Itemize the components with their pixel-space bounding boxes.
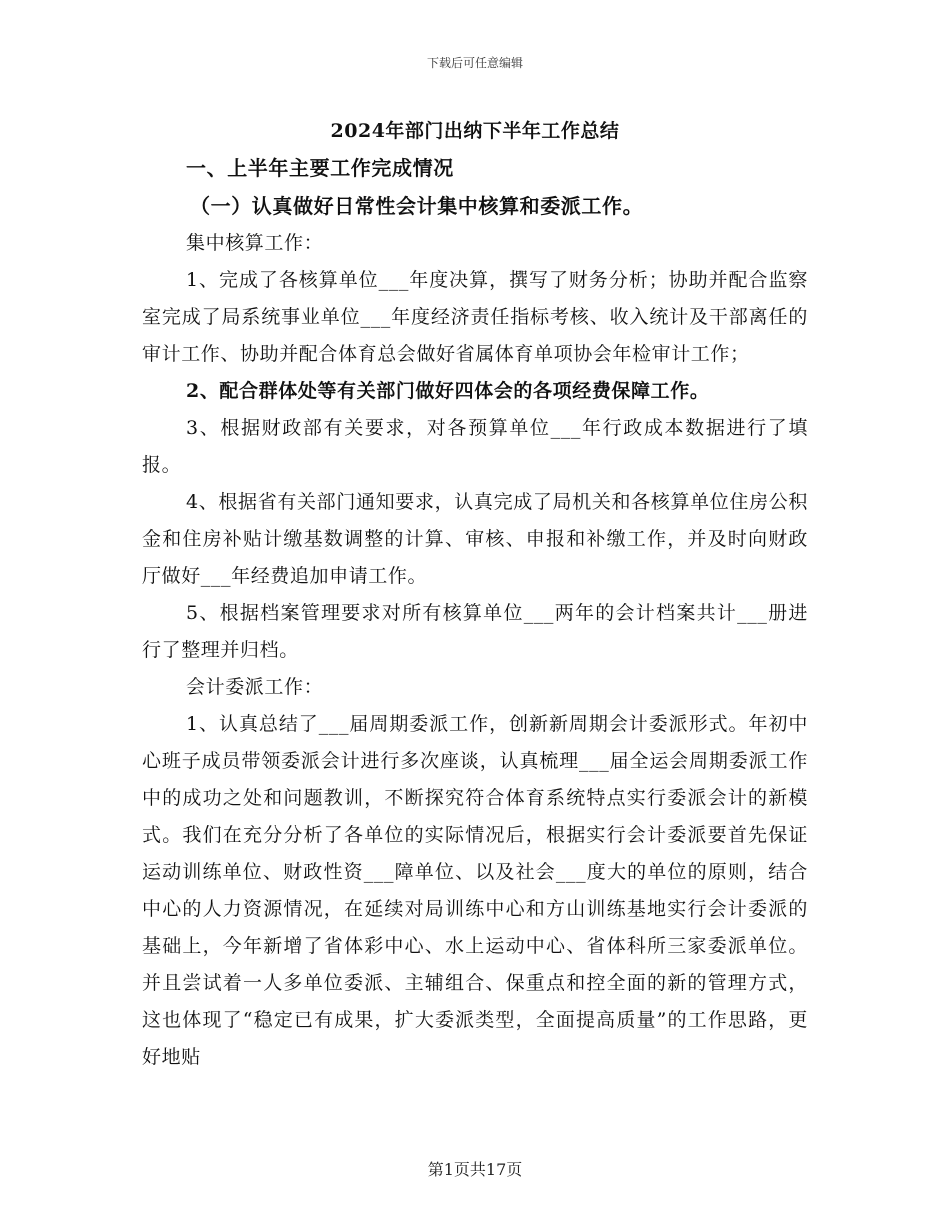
subsection-heading: （一）认真做好日常性会计集中核算和委派工作。 [190, 194, 644, 218]
document-title: 2024年部门出纳下半年工作总结 [330, 120, 620, 142]
section-heading: 一、上半年主要工作完成情况 [186, 156, 454, 180]
paragraph-item: 5、根据档案管理要求对所有核算单位___两年的会计档案共计___册进行了整理并归档。 [142, 602, 808, 661]
paragraph-item: 3、根据财政部有关要求，对各预算单位___年行政成本数据进行了填报。 [142, 417, 808, 476]
paragraph-item: 2、配合群体处等有关部门做好四体会的各项经费保障工作。 [186, 380, 710, 402]
paragraph-item: 4、根据省有关部门通知要求，认真完成了局机关和各核算单位住房公积金和住房补贴计缴基数调整的计算、审核、申报和补缴工作，并及时向财政厅做好___年经费追加申请工作。 [142, 491, 808, 587]
document-body [142, 149, 808, 1076]
paragraph-item: 1、完成了各核算单位___年度决算，撰写了财务分析；协助并配合监察室完成了局系统事业单位___年度经济责任指标考核、收入统计及干部离任的审计工作、协助并配合体育总会做好省属体育单项协会年检审计工作； [142, 269, 808, 365]
label-delegation: 会计委派工作： [186, 676, 324, 698]
page-footer: 第1页共17页 [427, 1160, 523, 1179]
label-centralized: 集中核算工作： [186, 232, 324, 254]
page-header: 下载后可任意编辑 [426, 56, 523, 70]
paragraph-item: 1、认真总结了___届周期委派工作，创新新周期会计委派形式。年初中心班子成员带领委派会计进行多次座谈，认真梳理___届全运会周期委派工作中的成功之处和问题教训，不断探究符合体育系统特点实行委派会计的新模式。我们在充分分析了各单位的实际情况后，根据实行会计委派要首先保证运动训练单位、财政性资___障单位、以及社会___度大的单位的原则，结合中心的人力资源情况，在延续对局训练中心和方山训练基地实行会计委派的基础上，今年新增了省体彩中心、水上运动中心、省体科所三家委派单位。并且尝试着一人多单位委派、主辅组合、保重点和控全面的新的管理方式，这也体现了“稳定已有成果，扩大委派类型，全面提高质量”的工作思路，更好地贴 [142, 713, 808, 1068]
